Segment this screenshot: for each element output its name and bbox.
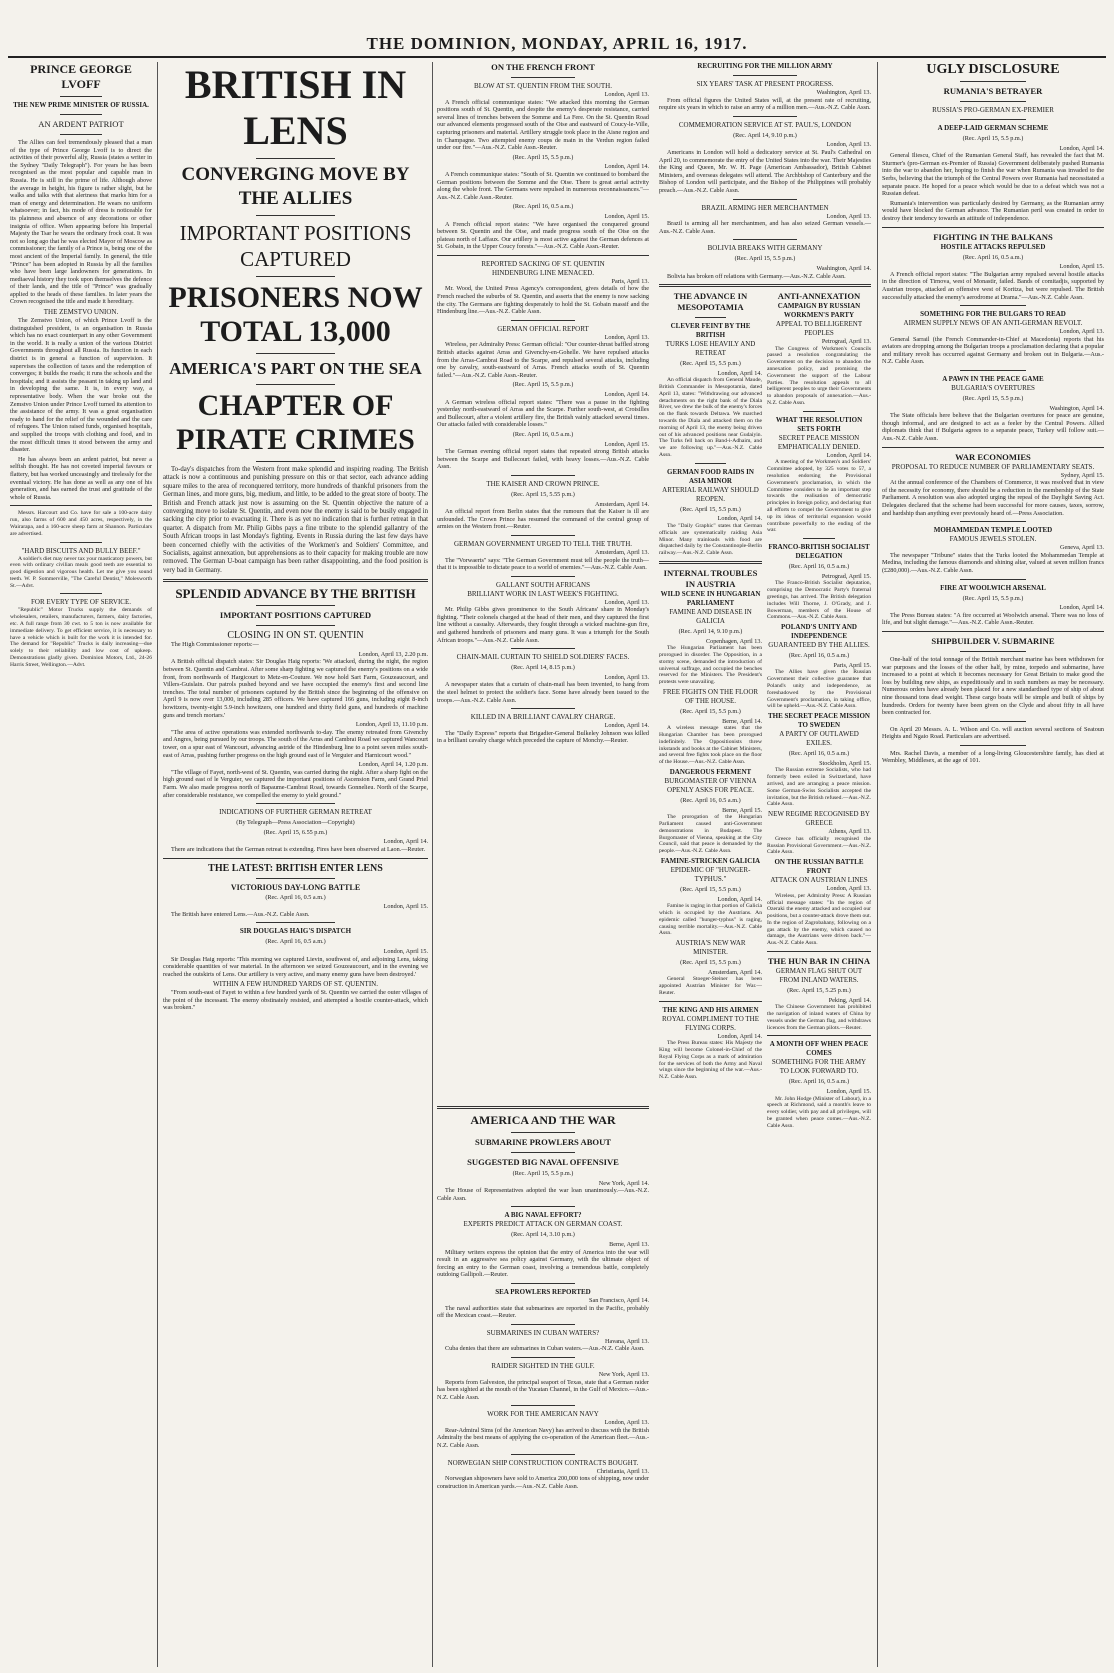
subheadline: FAMOUS JEWELS STOLEN. <box>949 535 1037 544</box>
column-3-left <box>437 62 649 747</box>
subheadline: APPEAL TO BELLIGERENT PEOPLES <box>775 320 863 338</box>
headline: POLAND'S UNITY AND INDEPENDENCE <box>781 623 857 641</box>
subheadline: HINDENBURG LINE MENACED. <box>491 268 595 277</box>
dateline: London, April 13, 11.10 p.m. <box>355 721 428 729</box>
headline: COMMEMORATION SERVICE AT ST. PAUL'S, LONDON <box>678 120 852 129</box>
masthead-title: THE DOMINION, MONDAY, APRIL 16, 1917. <box>366 34 748 53</box>
dateline: New York, April 13. <box>598 1370 649 1378</box>
notice: Mrs. Rachel Davis, a member of a long-living Gloucestershire family, has died at Wembley, Middlesex, at the age of 101. <box>882 749 1104 765</box>
article-body: A British official dispatch states: Sir Douglas Haig reports: 'We attacked, during the night, the region between St. Quentin and Cambrai. After some sharp fighting we captured the enemy's positions on a wide front, from northwards of Hargicourt to Metz-en-Couture. We now hold Sart Farm, Gouzeaucourt, and Villers-Guislain. Our patrols pushed beyond and we have occupied the enemy's first and second line trenches. The total number of prisoners captured by the British since the beginning of the offensive on April 9 is now over 13,000, including 285 officers. We have captured 166 guns, including eight 8-inch howitzers, twenty-eight 5.9-inch howitzers, one hundred and thirty field guns, and hundreds of machine guns and trench mortars.' <box>163 658 428 719</box>
subheadline: A PARTY OF OUTLAWED EXILES. <box>779 730 859 748</box>
headline: FIRE AT WOOLWICH ARSENAL <box>940 583 1046 592</box>
article-body: A wireless message states that the Hungarian Chamber has been prorogued indefinitely. The Oppositionists threw inkstands and books at the Cabinet Ministers, and several free fights took place on the floor of the House.—Aus.-N.Z. Cable Assn. <box>659 725 762 766</box>
subheadline: AIRMEN SUPPLY NEWS OF AN ANTI-GERMAN REVOLT. <box>903 319 1083 328</box>
dateline: London, April 14. <box>717 515 762 523</box>
article-body: A French official report states: "The Bulgarian army repulsed several hostile attacks in the direction of Tirnova, west of Monastir, failed. Bands of comitadjis, supported by Austrian troops, attacked an offensive west of Koritza, but were repulsed. The British successfully attacked the enemy's aerodrome at Drama."—Aus.-N.Z. Cable Assn. <box>882 270 1104 301</box>
subheadline: EXPERTS PREDICT ATTACK ON GERMAN COAST. <box>463 1220 623 1229</box>
article-body: Greece has officially recognised the Russian Provisional Government.—Aus.-N.Z. Cable Assn. <box>767 835 871 856</box>
summary-body: To-day's dispatches from the Western front make splendid and inspiring reading. The British attack is now a continuous and punishing pressure on this or that sector, each advance adding square miles to the area of reconquered territory, more hundreds of thankful prisoners from the German lines, and more guns, big, medium, and little, to be added to the great store of booty. The British and French attack just now is assuming on the St. Quentin objective the nature of a converging move to isolate St. Quentin, and even now the enemy is said to be busily engaged in sacking the city prior to evacuating it. There is as yet no indication that is further retreat in that quarter. A dispatch from Mr. Philip Gibbs pays a fine tribute to the splendid gallantry of the South African troops in last Monday's fighting. Events in Russia during the last few days have been concerned chiefly with the activities of the Workmen's and Soldiers' Committee, and Socialists, against annexation, but apprehensions as to their capacity for making trouble are now removed. The German U-boat campaign has been rather disappointing, and the food position is very bad in Germany. <box>163 466 428 574</box>
column-3-right-b <box>767 291 871 1132</box>
article-body: The Russian extreme Socialists, who had formerly been exiled in Switzerland, have arrived, and are arranging a peace mission. Some German-Swiss Socialists accepted the invitation, but the British refused.—Aus.-N.Z. Cable Assn. <box>767 767 871 808</box>
received-line: (Rec. April 15, 5.5 p.m.) <box>512 153 574 161</box>
received-line: (Rec. April 15, 5.5 p.m.) <box>962 135 1024 142</box>
article-body: Wireless, per Admiralty Press: German official: "Our counter-thrust baffled strong British attacks against Arras and Givenchy-en-Gohelle. We have repulsed attacks from the Arras-Cambrai Road to the Scarpe, and repulsed several attacks, including one by cavalry, south-eastward of Arras. French attacks south of St. Quentin failed."—Aus.-N.Z. Cable Assn.-Reuter. <box>437 341 649 379</box>
subheadline: SECRET PEACE MISSION EMPHATICALLY DENIED. <box>777 433 861 451</box>
subheadline: ROYAL COMPLIMENT TO THE FLYING CORPS. <box>661 1014 760 1032</box>
dateline: London, April 13. <box>604 333 649 341</box>
article-body: The Chinese Government has prohibited the navigation of inland waters of China by vessels under the German flag, and withdraws licences from the German pilots.—Reuter. <box>767 1004 871 1031</box>
dateline: Paris, April 13. <box>611 277 649 285</box>
article-body: There are indications that the German retreat is extending. Fires have been observed at Laon.—Reuter. <box>171 845 426 853</box>
headline: A BIG NAVAL EFFORT? <box>504 1211 582 1220</box>
dateline: Athens, April 13. <box>828 828 871 836</box>
headline: IMPORTANT POSITIONS CAPTURED <box>179 221 412 271</box>
dateline: London, April 14. <box>1059 604 1104 612</box>
dateline: Amsterdam, April 14. <box>595 500 649 508</box>
subheadline: BRILLIANT WORK IN LAST WEEK'S FIGHTING. <box>467 589 619 598</box>
article-body: Reports from Galveston, the principal seaport of Texas, state that a German raider has been sighted at the mouth of the Yucatan Channel, in the Gulf of Mexico.—Aus.-N.Z. Cable Assn. <box>437 1378 649 1401</box>
headline: BRAZIL ARMING HER MERCHANTMEN <box>701 203 829 212</box>
dateline: London, April 13. <box>826 212 871 220</box>
headline: SUBMARINES IN CUBAN WATERS? <box>486 1328 600 1337</box>
received-line: (Rec. April 15, 5.5 p.m.) <box>680 885 741 893</box>
dateline: London, April 14. <box>604 391 649 398</box>
headline: FAMINE-STRICKEN GALICIA <box>660 856 761 865</box>
dateline: Christiania, April 13. <box>596 1467 649 1475</box>
advertisement-title: FOR EVERY TYPE OF SERVICE. <box>31 598 131 607</box>
dateline: Peking, April 14. <box>828 996 871 1004</box>
subheadline: BURGOMASTER OF VIENNA OPENLY ASKS FOR PEACE. <box>664 776 757 794</box>
article-body: The "Vorwaerts" says: "The German Government must tell the people the truth—that it is impossible to dictate peace to a world of enemies."—Aus.-N.Z. Cable Assn. <box>437 556 649 572</box>
article-body: A German wireless official report states: "There was a pause in the fighting yesterday north-eastward of Arras and the Scarpe. Further south-west, at Croisilles and Bullecourt, after a violent artillery fire, the British vainly attacked several times. Our attacks failed with considerable losses." <box>437 398 649 429</box>
headline: NORWEGIAN SHIP CONSTRUCTION CONTRACTS BOUGHT. <box>447 1458 639 1467</box>
dateline: Washington, April 13. <box>816 89 871 96</box>
dateline: London, April 15. <box>604 212 649 220</box>
column-1 <box>10 62 152 1667</box>
article-body: Rear-Admiral Sims (of the American Navy) has arrived to discuss with the British Admiralty the best means of applying the co-operation of the American fleet.—Aus.-N.Z. Cable Assn. <box>437 1426 649 1450</box>
dateline: London, April 13. <box>604 1419 649 1427</box>
article-body: Mr. Wood, the United Press Agency's correspondent, gives details of how the French reached the suburbs of St. Quentin, and asserts that the enemy is now sacking the city. The Germans are fighting desperately to hold the St. Gobain massif and the Hindenburg line.—Aus.-N.Z. Cable Assn. <box>437 285 649 316</box>
article-body: The German evening official report states that repeated strong British attacks between the Scarpe and Bullecourt failed, with heavy losses.—Aus.-N.Z. Cable Assn. <box>437 448 649 471</box>
dateline: London, April 13. <box>604 91 649 98</box>
headline: FIGHTING IN THE BALKANS <box>933 231 1053 242</box>
subheadline: RUSSIA'S PRO-GERMAN EX-PREMIER <box>932 106 1054 114</box>
dateline: London, April 15. <box>383 947 428 955</box>
subheadline: INDICATIONS OF FURTHER GERMAN RETREAT <box>219 808 372 817</box>
column-divider <box>877 62 878 1667</box>
subheadline: THE NEW PRIME MINISTER OF RUSSIA. <box>13 101 149 109</box>
article-body: At the annual conference of the Chambers of Commerce, it was resolved that in view of the necessity for economy, there should be a reduction in the membership of the State Parliament. A resolution was also adopted urging the repeal of the Daylight Saving Act. Delegates declared that the scheme had been successful for more causes, taxes, sorrow, and hardship than anything ever previously heard of.—Press Association. <box>882 479 1104 517</box>
article-body: "From south-east of Fayet to within a few hundred yards of St. Quentin we carried the outer villages of the point of the incessant. The enemy obstinately resisted, and attempted a hostile counter-attack, which was broken." <box>163 989 428 1012</box>
subheadline: AN ARDENT PATRIOT <box>38 119 124 129</box>
article-body: Norwegian shipowners have sold to America 200,000 tons of shipping, now under construction in American yards.—Aus.-N.Z. Cable Assn. <box>437 1475 649 1490</box>
subheadline: IMPORTANT POSITIONS CAPTURED <box>219 610 372 621</box>
headline: MOHAMMEDAN TEMPLE LOOTED <box>933 526 1053 535</box>
subheadline: SUGGESTED BIG NAVAL OFFENSIVE <box>467 1157 619 1167</box>
headline: CHAPTER OF PIRATE CRIMES <box>176 389 415 456</box>
headline: INTERNAL TROUBLES IN AUSTRIA <box>663 568 758 590</box>
article-body: Mr. John Hodge (Minister of Labour), in a speech at Richmond, said a month's leave to every soldier, with pay and all privileges, will be granted when peace comes.—Aus.-N.Z. Cable Assn. <box>767 1095 871 1129</box>
dateline: London, April 14. <box>383 838 428 846</box>
received-line: (Rec. April 15, 5.5 p.m.) <box>734 255 796 263</box>
headline: CHAIN-MAIL CURTAIN TO SHIELD SOLDIERS' FACES. <box>456 653 630 662</box>
headline: GERMAN OFFICIAL REPORT <box>497 324 589 333</box>
headline: AUSTRIA'S NEW WAR MINISTER. <box>675 939 746 957</box>
subheadline: CAMPAIGN BY RUSSIAN WORKMEN'S PARTY <box>777 302 861 320</box>
section-heading: WITHIN A FEW HUNDRED YARDS OF ST. QUENTIN. <box>213 980 378 989</box>
subheadline: WILD SCENE IN HUNGARIAN PARLIAMENT <box>660 590 761 608</box>
subheadline: TURKS LOSE HEAVILY AND RETREAT <box>665 340 756 358</box>
dateline: London, April 14, 1.20 p.m. <box>358 761 428 769</box>
headline: THE SECRET PEACE MISSION TO SWEDEN <box>768 712 870 730</box>
subheadline: SOMETHING FOR THE ARMY TO LOOK FORWARD TO. <box>771 1058 867 1076</box>
headline: WAR ECONOMIES <box>955 451 1031 462</box>
article-body: A newspaper states that a curtain of chain-mail has been invented, to hang from the steel helmet to protect the soldier's face. Some have already been issued to the troops.—Aus.-N.Z. Cable Assn. <box>437 681 649 704</box>
subheadline: CLEVER FEINT BY THE BRITISH <box>670 322 751 340</box>
article-body: An official report from Berlin states that the rumours that the Kaiser is ill are unfounded. The Crown Prince has resumed the command of the central group of armies on the Western front.—Reuter. <box>437 508 649 531</box>
headline: SHIPBUILDER V. SUBMARINE <box>931 635 1055 646</box>
dateline: San Francisco, April 14. <box>589 1296 649 1304</box>
subheadline: GUARANTEED BY THE ALLIES. <box>768 641 870 650</box>
headline: FRANCO-BRITISH SOCIALIST DELEGATION <box>768 543 870 561</box>
article-body: The House of Representatives adopted the war loan unanimously.—Aus.-N.Z. Cable Assn. <box>437 1187 649 1202</box>
article-body: Famine is raging in that portion of Galicia which is occupied by the Austrians. An epidemic called "hunger-typhus" is raging, causing terrible mortality.—Aus.-N.Z. Cable Assn. <box>659 903 762 937</box>
dateline: Washington, April 14. <box>1049 404 1104 412</box>
received-line: (Rec. April 16, 0.5 a.m.) <box>788 750 850 758</box>
headline: SEA PROWLERS REPORTED <box>495 1287 591 1296</box>
received-line: (Rec. April 14, 9.10 p.m.) <box>678 628 743 636</box>
dateline: Havana, April 13. <box>605 1337 649 1345</box>
article-body: The Franco-British Socialist deputation, comprising the Democratic Party's fraternal greetings, has arrived. The British delegation includes Will Thorne, J. O'Grady, and J. Bowerman, members of the House of Commons.—Aus.-N.Z. Cable Assn. <box>767 580 871 621</box>
article-body: The prorogation of the Hungarian Parliament caused anti-Government demonstrations in Budapest. The Burgomaster of Vienna, speaking at the City Council, said that peace is demanded by the people.—Aus.-N.Z. Cable Assn. <box>659 814 762 855</box>
column-3-right-a <box>659 291 762 1083</box>
dateline: London, April 14. <box>717 369 762 377</box>
subheadline: EPIDEMIC OF "HUNGER-TYPHUS." <box>670 865 751 883</box>
dateline: London, April 14. <box>604 722 649 730</box>
received-line: (Rec. April 15, 5.5 p.m.) <box>512 381 574 389</box>
received-line: (Rec. April 16, 0.5 a.m.) <box>265 893 326 901</box>
main-headline: BRITISH IN LENS <box>184 62 407 153</box>
dateline: Berne, April 13. <box>609 1240 649 1248</box>
dateline: Petrograd, April 13. <box>821 338 871 346</box>
subheadline: VICTORIOUS DAY-LONG BATTLE <box>230 882 361 892</box>
column-3-grid <box>437 62 872 1665</box>
headline: PRISONERS NOW TOTAL 13,000 <box>168 281 423 348</box>
received-line: (Rec. April 15, 5.5 p.m.) <box>962 395 1024 403</box>
article-body: Mr. Philip Gibbs gives prominence to the South Africans' share in Monday's fighting. "Their colonels charged at the head of their men, and they captured the first line without a casualty. Afterwards, they fought through a wicked machine-gun fire, and gathered hundreds of prisoners and many guns. It was a triumph for the South African troops."—Aus.-N.Z. Cable Assn. <box>437 606 649 644</box>
column-3-right <box>659 62 871 1291</box>
received-line: (Rec. April 15, 5.5 p.m.) <box>680 360 741 368</box>
dateline: Berne, April 15. <box>722 806 762 814</box>
dateline: London, April 15. <box>383 903 428 911</box>
article-body: General Sarrail (the French Commander-in-Chief at Macedonia) reports that his aviators are dropping among the Bulgarian troops a proclamation declaring that a popular and military revolt has occurred against Germany and broken out in Bulgaria.—Aus.-N.Z. Cable Assn. <box>882 335 1104 366</box>
received-line: (Rec. April 16, 0.5 a.m.) <box>265 938 326 946</box>
article-body: Wireless, per Admiralty Press: A Russian official message states: "In the region of Ozeraki the enemy attacked and occupied our positions, but a counter-attack drove them out. In the region of Zagrobahany, following on a gas attack by the enemy, which caused no damage, the Austrians were driven back."—Aus.-N.Z. Cable Assn. <box>767 892 871 947</box>
article-body: Rumania's intervention was particularly desired by Germany, as the Rumanian army would have blocked the German advance. The Rumanian peril was created in order to destroy their tendency towards an attitude of independence. <box>882 199 1104 222</box>
subheadline: GERMAN FLAG SHUT OUT FROM INLAND WATERS. <box>775 967 863 985</box>
headline: ANTI-ANNEXATION <box>777 291 861 302</box>
dateline: New York, April 14. <box>598 1179 649 1187</box>
dateline: London, April 14. <box>717 1032 762 1040</box>
headline: DANGEROUS FERMENT <box>669 767 752 776</box>
article-body: The Allies can feel tremendously pleased that a man of the type of Prince George Lvoff is to direct the activities of their powerful ally, Russia (states a writer in the Sydney "Daily Telegraph"). For years he has been recognised as the most popular and capable man in Russia. He is still in the prime of life. Although above the average in height, his figure is rather slight, but he walks and talks with that alertness that marks him for a man of energy and determination. He wears no uniform whatsoever; in fact, his mode of dress is noticeable for its plainness and absence of any decorations or other insignia of office. When appearing before his Imperial Majesty the Tsar he wears the ordinary frock coat. It was not so long ago that he was elected Mayor of Moscow as commissioner; the family of a Prince is, being one of the most ancient of the Imperial family. In general, the title "Prince" has been adopted in Russia by all the families who have been large landowners for generations. In mediaeval history they took upon themselves the defence of their lands, and the title of "Prince" was gradually applied to the heads of these families. In later years the Crown recognised the title and made it hereditary. <box>10 139 152 306</box>
headline: THE LATEST: BRITISH ENTER LENS <box>208 862 383 874</box>
subheadline: RUMANIA'S BETRAYER <box>943 86 1043 96</box>
article-body: Sir Douglas Haig reports: 'This morning we captured Lievin, southwest of, and adjoining Lens, taking considerable quantities of war material. In the afternoon we seized Gouzeaucourt, and in the evening we reached the outskirts of Lens. Our artillery is very active, and many enemy guns have been destroyed.' <box>163 955 428 978</box>
article-body: The Congress of Workmen's Councils passed a resolution congratulating the Government on the decision to abandon the annexation policy, and promising the Government the support of the Labour Parties. The resolution appeals to all belligerent peoples to urge their Governments to abandon proposals of annexation.—Aus.-N.Z. Cable Assn. <box>767 345 871 407</box>
dateline: London, April 14. <box>1059 144 1104 152</box>
dateline: Amsterdam, April 14. <box>708 968 762 976</box>
dateline: Berne, April 14. <box>722 717 762 725</box>
article-body: "The village of Fayet, north-west of St. Quentin, was carried during the night. After a sharp fight on the high ground east of le Verguier, we captured the important positions of Ascension Farm, and Grand Priel Farm. We also made progress north of Bapaume-Cambrai Road, towards Gonnelieu. North of the Scarpe, after considerable resistance, we compelled the enemy to yield ground." <box>163 768 428 799</box>
received-line: (Rec. April 16, 0.5 a.m.) <box>962 253 1024 261</box>
column-divider <box>432 62 433 1667</box>
dateline: Paris, April 15. <box>833 661 871 669</box>
column-divider <box>157 62 158 1667</box>
dateline: London, April 13, 2.20 p.m. <box>358 650 428 658</box>
dateline: London, April 14. <box>717 895 762 903</box>
article-body: Americans in London will hold a dedicatory service at St. Paul's Cathedral on April 20, to commemorate the entry of the United States into the war. Their Majesties the King and Queen, Mr. W. H. Page (American Ambassador), British Cabinet Ministers, and overseas delegates will attend. The Archbishop of Canterbury and the Bishop of London will participate, and the Bishop of the Philippines will probably preach.—Aus.-N.Z. Cable Assn. <box>659 148 871 194</box>
article-body: From official figures the United States will, at the present rate of recruiting, require six years in which to raise an army of a million men.—Aus.-N.Z. Cable Assn. <box>659 96 871 112</box>
received-line: (Rec. April 15, 5.5 p.m.) <box>962 594 1024 602</box>
article-body: The naval authorities state that submarines are reported in the Pacific, probably off the Mexican coast.—Reuter. <box>437 1304 649 1320</box>
subheadline: FREE FIGHTS ON THE FLOOR OF THE HOUSE. <box>662 687 759 705</box>
article-body: Bolivia has broken off relations with Germany.—Aus.-N.Z. Cable Assn. <box>667 272 846 280</box>
dateline: London, April 13. <box>604 673 649 681</box>
subheadline: SIR DOUGLAS HAIG'S DISPATCH <box>239 927 352 936</box>
article-body: General Iliescu, Chief of the Rumanian General Staff, has revealed the fact that M. Sturmer's (pro-German ex-Premier of Russia) Government deliberately pushed Rumania into the war to abandon her, hoping to finish the war when Rumania was invaded to the Serbs, believing that the triumph of the Central Powers over Rumania had necessitated a separate peace. He hoped for a peace which would be due to a defeat which was not a Russian defeat. <box>882 152 1104 198</box>
received-line: (Rec. April 14, 8.15 p.m.) <box>511 664 575 672</box>
received-line: (Rec. April 14, 9.10 p.m.) <box>733 131 797 139</box>
received-line: (Rec. April 16, 0.5 a.m.) <box>512 430 574 438</box>
headline: KILLED IN A BRILLIANT CAVALRY CHARGE. <box>470 713 616 722</box>
article-body: He has always been an ardent patriot, but never a selfish thought. He has not coveted imperial favours or flattery, but has worked unceasingly and tirelessly for the eventual victory. He has done as well as any one of his generation, and has earned the trust and gratitude of the whole of Russia. <box>10 455 152 501</box>
headline: SPLENDID ADVANCE BY THE BRITISH <box>175 586 416 602</box>
dateline: London, April 15. <box>826 1088 871 1096</box>
subheadline: SUBMARINE PROWLERS ABOUT <box>474 1137 612 1147</box>
headline: PRINCE GEORGE LVOFF <box>30 62 132 91</box>
article-body: General Stoeger-Steiner has been appointed Austrian Minister for War.—Reuter. <box>659 976 762 996</box>
masthead-rule <box>8 56 1106 58</box>
headline: THE KING AND HIS AIRMEN <box>662 1005 759 1014</box>
dateline: London, April 13. <box>604 598 649 606</box>
article-intro: The High Commissioner reports:— <box>171 641 259 649</box>
headline: THE ADVANCE IN MESOPOTAMIA <box>673 291 748 313</box>
article-body: The Press Bureau states: "A fire occurred at Woolwich arsenal. There was no loss of life, and but slight damage."—Aus.-N.Z. Cable Assn.-Reuter. <box>882 611 1104 627</box>
dateline: London, April 13. <box>1059 328 1104 336</box>
section-heading: THE ZEMSTVO UNION. <box>43 308 119 317</box>
column-3 <box>437 62 872 1667</box>
dateline: Amsterdam, April 13. <box>595 548 649 556</box>
dateline: Washington, April 14. <box>816 264 871 272</box>
notice: On April 20 Messrs. A. L. Wilson and Co. will auction several sections of Seatoun Heights and Ngaio Road. Particulars are advertised. <box>882 725 1104 741</box>
subheadline: BLOW AT ST. QUENTIN FROM THE SOUTH. <box>474 82 612 90</box>
dateline: Petrograd, April 15. <box>821 572 871 580</box>
article-body: A French official report states: "We have organised the conquered ground between St. Quentin and the Oise, and made progress south of the Oise on the plateau north of Laffaux. Our artillery is most active against the German defences at St. Gobain, in the Upper Coucy forests."—Aus.-N.Z. Cable Assn.-Reuter. <box>437 220 649 251</box>
received-line: (Rec. April 15, 5.5 p.m.) <box>680 707 741 715</box>
dateline: London, April 13. <box>826 885 871 893</box>
dateline: Stockholm, April 15. <box>819 759 871 767</box>
headline: THE KAISER AND CROWN PRINCE. <box>486 479 600 488</box>
subheadline: ARTERIAL RAILWAY SHOULD REOPEN. <box>662 485 759 503</box>
column-4 <box>882 62 1104 1667</box>
article-body: The "Daily Graphic" states that German officials are systematically raiding Asia Minor. Many trainloads with food are dispatched daily by the Constantinople-Berlin railway.—Aus.-N.Z. Cable Assn. <box>659 523 762 557</box>
dateline: London, April 14. <box>826 451 871 459</box>
article-body: Military writers express the opinion that the entry of America into the war will result in an aggressive sea policy against Germany, with the ultimate object of forcing an entry to the German coast, involving a tremendous battle, completely outdoing Gallipoli.—Reuter. <box>437 1248 649 1279</box>
article-body: An official dispatch from General Maude, British Commander in Mesopotamia, dated April 13, states: "Withdrawing our advanced detachments on the right bank of the Diala River, we drew the bulk of the enemy's forces on the flank towards Deltawa. We marched towards the Diala and attacked them on the morning of April 13, the enemy being driven out of his advanced positions near Gudaiyin. The Turks fell back on Band-i-Adhaim, and we are following up."—Aus.-N.Z. Cable Assn. <box>659 377 762 459</box>
article-body: "The area of active operations was extended northwards to-day. The enemy retreated from Givenchy and Angres, being pursued by our troops. The south of the Arras and Cambrai Road we captured Wancourt tower, on a spur east of Wancourt, advancing astride of the Hindenburg line to a point seven miles south-east of Arras, pushing further progress on the high ground east of le Verguier and Harnicourt wood." <box>163 728 428 759</box>
headline: AMERICA'S PART ON THE SEA <box>169 359 422 378</box>
headline: UGLY DISCLOSURE <box>926 62 1060 77</box>
article-body: The Allies have given the Russian Government their collective guarantee that Poland's unity and independence, as foreshadowed by the Provisional Government's proclamation, in taking office, will be upheld.—Aus.-N.Z. Cable Assn. <box>767 669 871 710</box>
copyright-line: (By Telegraph—Press Association—Copyright) <box>236 819 355 827</box>
dateline: Sydney, April 15. <box>1060 471 1104 479</box>
america-section <box>437 1102 649 1492</box>
headline: RECRUITING FOR THE MILLION ARMY <box>697 62 833 70</box>
headline: SOMETHING FOR THE BULGARS TO READ <box>920 310 1066 319</box>
dateline: Geneva, April 13. <box>1060 544 1104 552</box>
advertisement: A soldier's diet may never tax your masticatory powers, but even with ordinary civilian meals good teeth are essential to good digestion and vigorous health. Let me give you sound teeth. W. P. Sommerville, "The Careful Dentist," Molesworth St.—Advt. <box>10 555 152 589</box>
headline: RAIDER SIGHTED IN THE GULF. <box>491 1361 595 1370</box>
headline: WORK FOR THE AMERICAN NAVY <box>487 1410 599 1419</box>
received-line: (Rec. April 15, 5.25 p.m.) <box>787 987 851 995</box>
received-line: (Rec. April 16, 0.5 a.m.) <box>788 652 850 660</box>
article-body: A French official communique states: "We attacked this morning the German positions south of St. Quentin, and despite the enemy's desperate resistance, carried several lines of trenches between the Somme and La Fere. On the St. Quentin Road our advanced elements progressed south of the Oise and eastward of Coucy-le-Ville, capturing prisoners and material. Artillery struggle took place in the Aisne region and in Champagne. Two attempted enemy coups de main in the Verdun region failed under our fire."—Aus.-N.Z. Cable Assn.-Reuter. <box>437 98 649 152</box>
received-line: (Rec. April 15, 6.55 p.m.) <box>263 828 328 836</box>
subheadline: BULGARIA'S OVERTURES <box>951 384 1035 393</box>
dateline: London, April 15. <box>604 440 649 448</box>
article-body: A meeting of the Workmen's and Soldiers' Committee adopted, by 325 votes to 57, a resolution endorsing the Provisional Government's proclamation, in which the Committee considers to be an important step towards the realisation of democratic principles in foreign policy, and declaring that all efforts to compel the Government to give up its ideas of territorial expansion would contribute powerfully to the ending of the war. <box>767 459 871 534</box>
article-body: One-half of the total tonnage of the British merchant marine has been withdrawn for war purposes and the losses of the other half, by mine, torpedo and submarine, have increased to a point at which it becomes necessary for Great Britain to make good the loss by building new ships, as expeditiously and in such numbers as may be necessary. Numerous orders have already been placed for a new standardised type of ship of about nine thousand tons dead weight. These cargo boats will be simple and built of ships by hundreds. Orders for twenty have been given on the Clyde and about fifty in all have been contracted for. <box>882 655 1104 717</box>
headline: THE HUN BAR IN CHINA <box>767 956 871 967</box>
subheadline: ATTACK ON AUSTRIAN LINES <box>770 876 868 885</box>
subheadline: FAMINE AND DISEASE IN GALICIA <box>669 608 752 626</box>
subheadline: SIX YEARS' TASK AT PRESENT PROGRESS. <box>696 80 834 88</box>
article-body: Brazil is arming all her merchantmen, and has also seized German vessels.—Aus.-N.Z. Cable Assn. <box>659 220 871 235</box>
dateline: London, April 15. <box>1059 263 1104 271</box>
article-body: The British have entered Lens.—Aus.-N.Z. Cable Assn. <box>171 910 310 918</box>
dateline: London, April 14. <box>604 163 649 171</box>
headline: GERMAN FOOD RAIDS IN ASIA MINOR <box>667 467 754 485</box>
received-line: (Rec. April 15, 5.5 p.m.) <box>680 959 741 967</box>
advertisement-title: "HARD BISCUITS AND BULLY BEEF." <box>21 546 141 555</box>
masthead <box>0 0 1114 56</box>
received-line: (Rec. April 15, 5.5 p.m.) <box>680 505 741 513</box>
received-line: (Rec. April 16, 0.5 a.m.) <box>512 203 574 211</box>
advertisement: Messrs. Harcourt and Co. have for sale a 100-acre dairy run, also farms of 600 and 450 acres, respectively, in the Wairarapa, and a 160-acre sheep farm at Shannon. Particulars are advertised. <box>10 510 152 537</box>
headline: ON THE FRENCH FRONT <box>491 62 595 72</box>
dateline: London, April 13. <box>826 141 871 149</box>
article-body: A French communique states: "South of St. Quentin we continued to bombard the German positions between the Somme and the Oise. There is great aerial activity along the whole front. The Germans were repulsed in numerous reconnaissances."—Aus.-N.Z. Cable Assn.-Reuter. <box>437 170 649 201</box>
received-line: (Rec. April 16, 0.5 a.m.) <box>788 563 850 571</box>
headline: WHAT THE RESOLUTION SETS FORTH <box>775 415 863 433</box>
article-body: The Zemstvo Union, of which Prince Lvoff is the distinguished president, is an organisation in Russia which has no exact counterpart in any other Government in the world. It is really a union of the various District Governments throughout all Russia. Its function in each district is in general a function of supervision. It supervises the collection of taxes and the redemption of converges; it builds the roads; it runs the schools and the hospitals; and it assists the peasant in taking up land and in developing the same. It is, in every way, a representative body. When the war broke out the Zemstvo Union under Prince Lvoff turned its attention to the assistance of the army. It was a great organisation ready to hand for the relief of the wounded and the care of refugees. The Union raised funds, organised hospitals, and supplied the troops with clothing and food, and in the most difficult times it stood between the army and disaster. <box>10 317 152 454</box>
received-line: (Rec. April 14, 3.10 p.m.) <box>511 1231 575 1239</box>
article-body: The State officials here believe that the Bulgarian overtures for peace are genuine, though informal, and are designed to act as a feeler by the Central Powers. Allied diplomats think that if Bulgaria agrees to a separate peace, Turkey will follow suit.—Aus.-N.Z. Cable Assn. <box>882 412 1104 443</box>
subheadline: A DEEP-LAID GERMAN SCHEME <box>937 124 1049 132</box>
column-2 <box>163 62 428 1667</box>
article-body: The Press Bureau states: His Majesty the King will become Colonel-in-Chief of the Royal Flying Corps as a mark of admiration for the services of both the Army and Naval wings since the beginning of the war.—Aus.-N.Z. Cable Assn. <box>659 1040 762 1081</box>
column-3-right-split <box>659 291 871 1291</box>
headline: AMERICA AND THE WAR <box>470 1113 616 1127</box>
article-body: The Hungarian Parliament has been prorogued in disorder. The Opposition, in a stormy scene, demanded the introduction of universal suffrage, and occupied the benches reserved for the Ministers. The President's protests were unavailing. <box>659 645 762 686</box>
article-body: The "Daily Express" reports that Brigadier-General Bulkeley Johnson was killed in a brilliant cavalry charge which preceded the capture of Monchy.—Reuter. <box>437 729 649 745</box>
headline: A PAWN IN THE PEACE GAME <box>942 375 1044 384</box>
headline: CONVERGING MOVE BY THE ALLIES <box>181 164 410 209</box>
article-body: Cuba denies that there are submarines in Cuban waters.—Aus.-N.Z. Cable Assn. <box>445 1345 645 1353</box>
subheadline: HOSTILE ATTACKS REPULSED <box>940 242 1046 251</box>
headline: BOLIVIA BREAKS WITH GERMANY <box>707 244 823 253</box>
dateline: Copenhagen, April 13. <box>705 637 762 645</box>
headline: GERMAN GOVERNMENT URGED TO TELL THE TRUTH. <box>453 539 633 548</box>
headline: ON THE RUSSIAN BATTLE FRONT <box>774 858 864 876</box>
headline: GALLANT SOUTH AFRICANS <box>496 580 590 589</box>
received-line: (Rec. April 16, 0.5 a.m.) <box>680 796 741 804</box>
headline: A MONTH OFF WHEN PEACE COMES <box>769 1040 869 1058</box>
headline: REPORTED SACKING OF ST. QUENTIN <box>481 259 605 268</box>
subheadline: PROPOSAL TO REDUCE NUMBER OF PARLIAMENTARY SEATS. <box>891 462 1095 471</box>
received-line: (Rec. April 15, 5.5 p.m.) <box>512 1170 574 1177</box>
subheadline: CLOSING IN ON ST. QUENTIN <box>227 630 364 642</box>
received-line: (Rec. April 15, 5.55 p.m.) <box>511 490 575 498</box>
headline: NEW REGIME RECOGNISED BY GREECE <box>768 810 870 828</box>
received-line: (Rec. April 16, 0.5 a.m.) <box>788 1078 850 1086</box>
advertisement: "Republic" Motor Trucks supply the demands of wholesalers, retailers, manufacturers, farmers, dairy factories, etc. A full range from 30 cwt. to 5 ton is now available for immediate delivery. To get efficient service, it is necessary to have a vehicle which is built for the work it is intended for. The demand for "Republic" Trucks is daily increasing—due solely to their reliability and low cost of upkeep. Demonstrations gladly given. Dominion Motors, Ltd., 24-26 Harris Street, Wellington.—Advt. <box>10 607 152 668</box>
article-body: The newspaper "Tribune" states that the Turks looted the Mohammedan Temple at Medina, including the famous diamonds and shining altar, valued at seven million francs (£280,000).—Aus.-N.Z. Cable Assn. <box>882 551 1104 574</box>
